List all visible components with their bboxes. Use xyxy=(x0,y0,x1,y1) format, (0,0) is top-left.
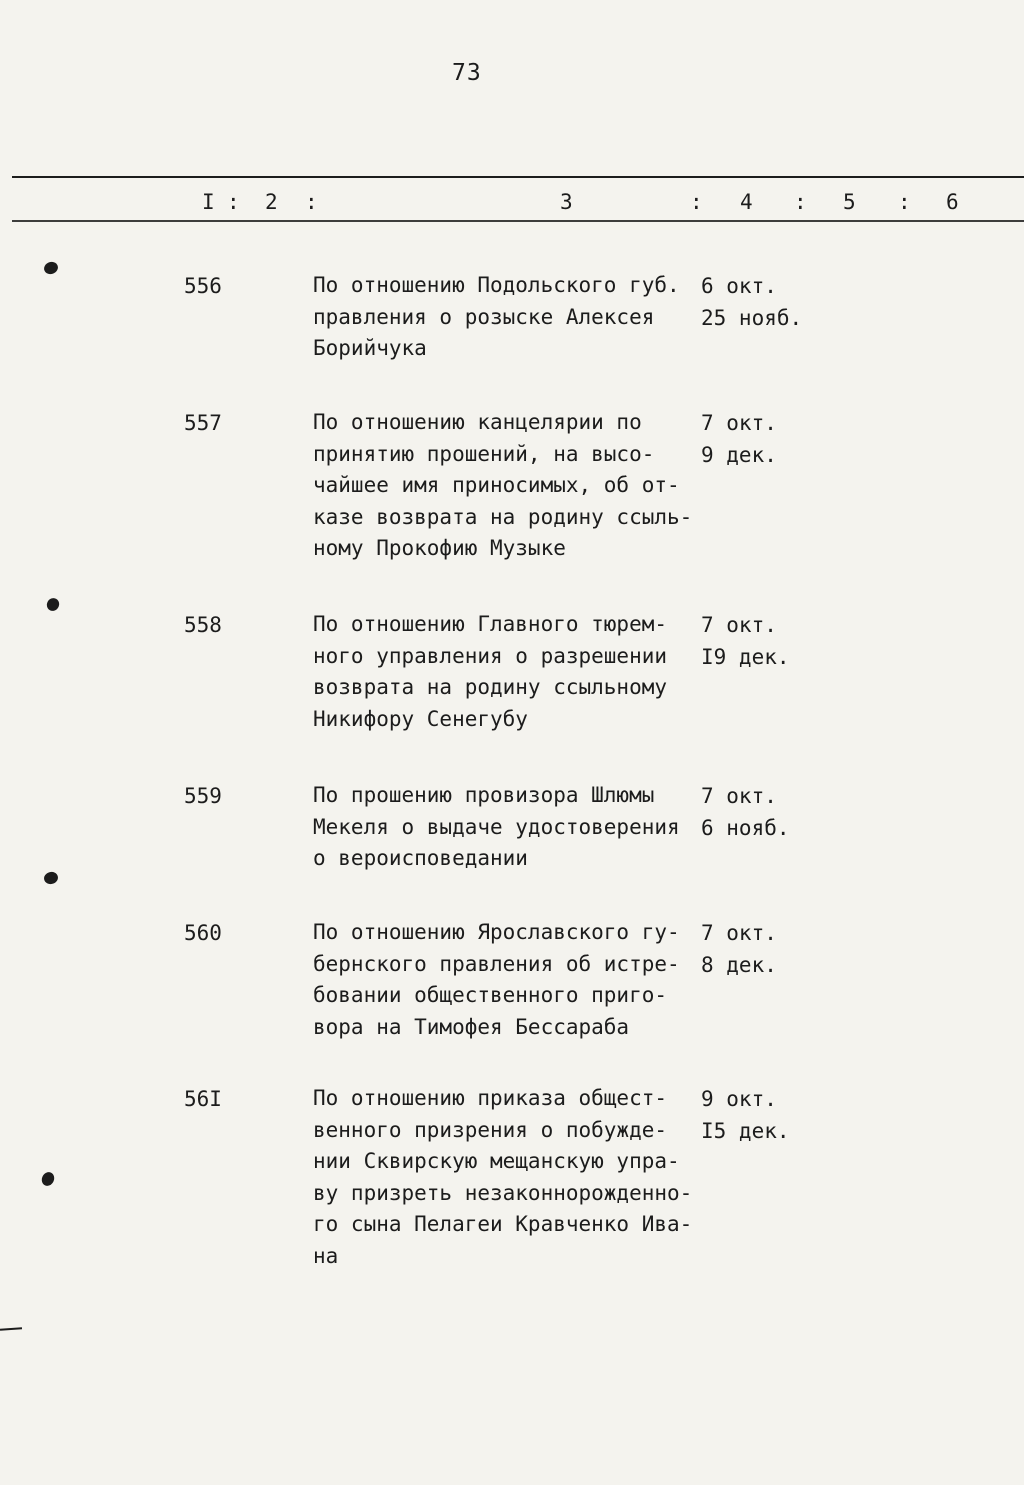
entry-description xyxy=(313,1083,703,1272)
description-line: на xyxy=(313,1243,339,1268)
description-line: вора на Тимофея Бессараба xyxy=(313,1014,630,1039)
column-separator: : xyxy=(227,190,240,214)
header-rule-top xyxy=(12,176,1024,178)
start-date: 7 окт. xyxy=(701,613,777,637)
description-line: Никифору Сенегубу xyxy=(313,706,528,731)
start-date: 7 окт. xyxy=(701,921,777,945)
entry-description xyxy=(313,407,703,565)
description-line: По прошению провизора Шлюмы xyxy=(313,783,655,807)
description-line: венного призрения о побужде- xyxy=(313,1117,668,1142)
description-line: Борийчука xyxy=(313,336,427,360)
description-line: го сына Пелагеи Кравченко Ива- xyxy=(313,1212,693,1236)
entry-dates xyxy=(701,609,821,673)
description-line: бовании общественного приго- xyxy=(313,983,668,1007)
column-separator: : xyxy=(690,190,703,214)
entry-number: 56I xyxy=(184,1087,222,1111)
entry-description xyxy=(313,270,703,365)
header-rule-bottom xyxy=(12,220,1024,222)
column-header-5: 5 xyxy=(843,190,856,214)
description-line: принятию прошений, на высо- xyxy=(313,441,655,466)
entry-description xyxy=(313,780,703,875)
description-line: По отношению Ярославского гу- xyxy=(313,920,680,944)
page-number: 73 xyxy=(452,60,482,86)
entry-number: 556 xyxy=(184,274,222,298)
entry-description xyxy=(313,917,703,1043)
column-header-1: I xyxy=(202,190,215,214)
punch-hole-mark xyxy=(42,260,59,276)
entry-dates xyxy=(701,1083,821,1147)
description-line: По отношению канцелярии по xyxy=(313,410,642,434)
end-date: 25 нояб. xyxy=(701,306,803,330)
start-date: 7 окт. xyxy=(701,784,777,808)
column-header-3: 3 xyxy=(560,190,573,214)
description-line: По отношению Подольского губ. xyxy=(313,273,680,297)
end-date: I9 дек. xyxy=(701,645,790,669)
end-date: 6 нояб. xyxy=(701,816,790,840)
end-date: 8 дек. xyxy=(701,953,777,977)
description-line: казе возврата на родину ссыль- xyxy=(313,504,693,529)
entry-number: 558 xyxy=(184,613,222,637)
start-date: 6 окт. xyxy=(701,274,777,298)
entry-number: 560 xyxy=(184,921,222,945)
entry-dates xyxy=(701,270,821,334)
punch-hole-mark xyxy=(40,1170,57,1188)
entry-dates xyxy=(701,917,821,981)
punch-hole-mark xyxy=(43,870,60,885)
column-separator: : xyxy=(305,190,318,214)
column-header-2: 2 xyxy=(265,190,278,214)
description-line: Мекеля о выдаче удостоверения xyxy=(313,814,680,839)
column-separator: : xyxy=(898,190,911,214)
start-date: 9 окт. xyxy=(701,1087,777,1111)
entry-dates xyxy=(701,407,821,471)
description-line: ву призреть незаконнорожденно- xyxy=(313,1180,693,1205)
column-separator: : xyxy=(794,190,807,214)
margin-dash xyxy=(0,1327,22,1331)
description-line: нии Сквирскую мещанскую упра- xyxy=(313,1149,680,1173)
start-date: 7 окт. xyxy=(701,411,777,435)
column-header-6: 6 xyxy=(946,190,959,214)
column-header-4: 4 xyxy=(740,190,753,214)
entry-description xyxy=(313,609,703,735)
description-line: о вероисповедании xyxy=(313,846,528,870)
punch-hole-mark xyxy=(45,596,62,613)
description-line: ному Прокофию Музыке xyxy=(313,536,566,560)
end-date: I5 дек. xyxy=(701,1119,790,1143)
description-line: правления о розыске Алексея xyxy=(313,304,655,329)
description-line: возврата на родину ссыльному xyxy=(313,675,668,699)
description-line: чайшее имя приносимых, об от- xyxy=(313,473,680,497)
entry-dates xyxy=(701,780,821,844)
description-line: ного управления о разрешении xyxy=(313,643,668,668)
description-line: По отношению Главного тюрем- xyxy=(313,612,668,636)
description-line: бернского правления об истре- xyxy=(313,951,680,976)
entry-number: 557 xyxy=(184,411,222,435)
description-line: По отношению приказа общест- xyxy=(313,1086,668,1110)
end-date: 9 дек. xyxy=(701,443,777,467)
entry-number: 559 xyxy=(184,784,222,808)
